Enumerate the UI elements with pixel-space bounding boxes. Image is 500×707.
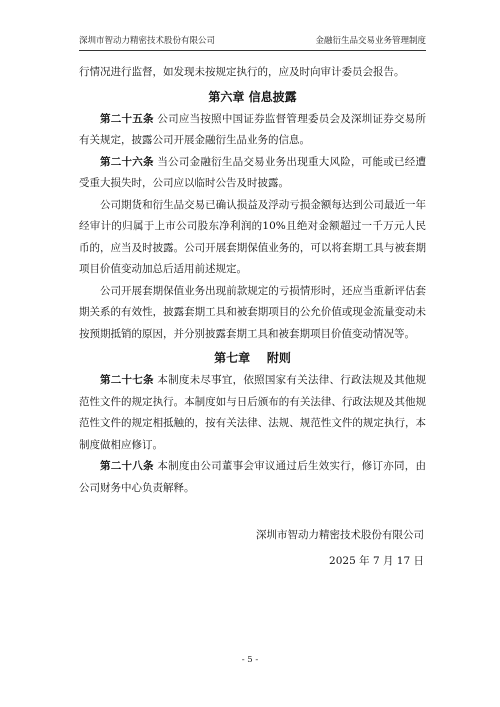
article-26-label: 第二十六条 [100, 155, 154, 168]
header-company: 深圳市智动力精密技术股份有限公司 [79, 36, 216, 46]
chapter-7-title: 第七章 附则 [214, 351, 291, 365]
signature-date: 2025 年 7 月 17 日 [329, 554, 424, 567]
document-body [79, 62, 426, 572]
article-25 [79, 109, 426, 152]
signature-company: 深圳市智动力精密技术股份有限公司 [256, 529, 424, 541]
article-28 [79, 456, 426, 499]
article-28-label: 第二十八条 [100, 460, 154, 472]
article-27-text: 本制度未尽事宜，依照国家有关法律、行政法规及其他规范性文件的规定执行。本制度如与日后颁布的有关法律、行政法规及其他规范性文件的规定相抵触的，按有关法律、法规、规范性文件的规定执行，本制度做相应修订。 [79, 374, 426, 451]
article-25-text: 公司应当按照中国证券监督管理委员会及深圳证券交易所有关规定，披露公司开展金融衍生品业务的信息。 [79, 112, 426, 146]
article-27-label: 第二十七条 [100, 374, 154, 386]
article-26 [79, 152, 426, 195]
paragraph-loss-disclosure: 公司期货和衍生品交易已确认损益及浮动亏损金额每达到公司最近一年经审计的归属于上市公司股东净利润的10%且绝对金额超过一千万元人民币的，应当及时披露。公司开展套期保值业务的，可以将套期工具与被套期项目价值变动加总后适用前述规定。 [79, 198, 426, 275]
header-doc-title: 金融衍生品交易业务管理制度 [315, 36, 426, 46]
page-number: - 5 - [241, 655, 259, 665]
article-25-label: 第二十五条 [100, 112, 154, 125]
article-27 [79, 370, 426, 456]
signature-block [79, 525, 426, 572]
intro-paragraph: 行情况进行监督，如发现未按规定执行的，应及时向审计委员会报告。 [79, 66, 405, 78]
article-26-text: 当公司金融衍生品交易业务出现重大风险，可能或已经遭受重大损失时，公司应以临时公告及时披露。 [79, 155, 426, 189]
article-28-text: 本制度由公司董事会审议通过后生效实行，修订亦同，由公司财务中心负责解释。 [79, 460, 426, 494]
chapter-6-title: 第六章 信息披露 [208, 89, 297, 104]
page-header [79, 34, 426, 51]
paragraph-hedge-disclosure: 公司开展套期保值业务出现前款规定的亏损情形时，还应当重新评估套期关系的有效性，披露套期工具和被套期项目的公允价值或现金流量变动未按预期抵销的原因，并分别披露套期工具和被套期项目价值变动情况等。 [79, 284, 426, 340]
